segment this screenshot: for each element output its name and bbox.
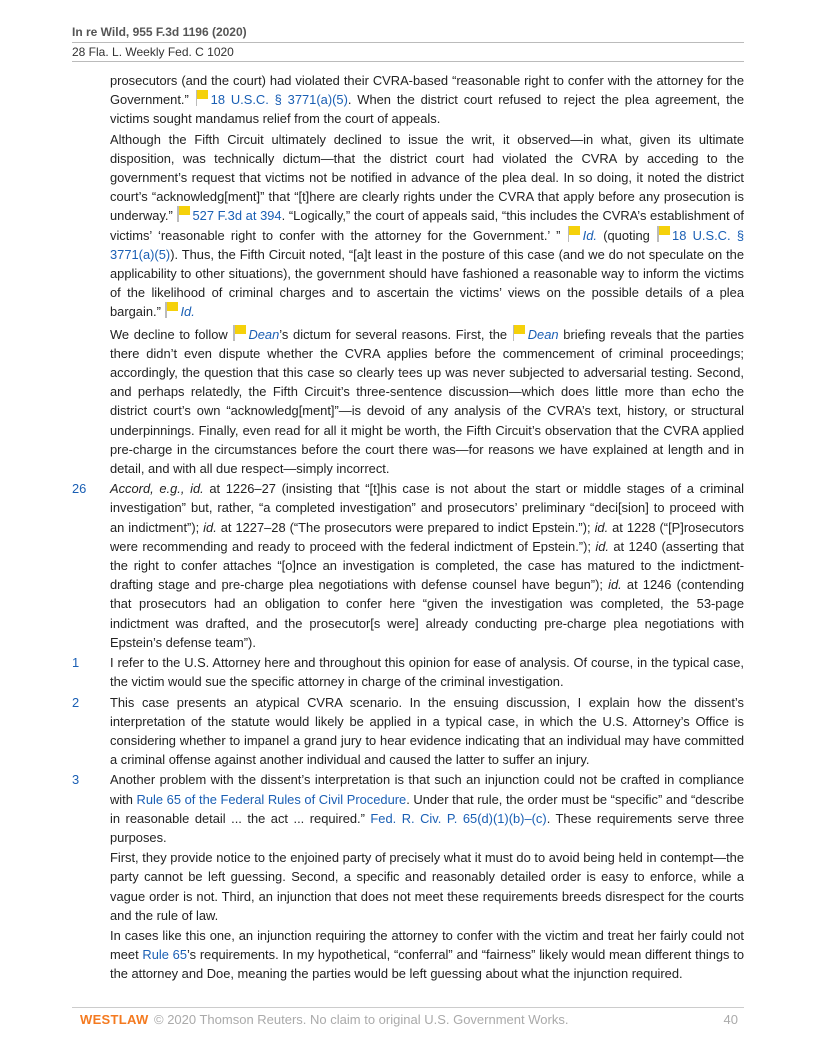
- header-divider: [72, 42, 744, 43]
- citation-link[interactable]: Dean: [527, 326, 559, 342]
- paragraph: We decline to follow Dean’s dictum for several reasons. First, the Dean briefing reveals that the parties there didn’t even dispute whether the CVRA applies before the commencement of criminal proceedings; accordingly, the question that this case so clearly tees up was never subjected to adversarial testing. Second, and perhaps relatedly, the Fifth Circuit’s three-sentence discussion—which does little more than echo the district court’s own “acknowledg[ment]”—is devoid of any analysis of the CVRA’s text, history, or structural underpinnings. Finally, even read for all it might be worth, the Fifth Circuit’s observation that the CVRA applied pre-charge in the circumstances before the court there was—for reasons we have explained at length and in detail, and with all due respect—simply incorrect.: [110, 326, 744, 477]
- citation-link[interactable]: Rule 65: [142, 947, 188, 963]
- page-number: 40: [723, 1012, 738, 1027]
- footnote-text: This case presents an atypical CVRA scenario. In the ensuing discussion, I explain how the dissent’s interpretation of the statute would likely be applied in a typical case, in which the U.S. Attorney’s Office is considering whether to impanel a grand jury to hear evidence indicating that an individual may have committed a criminal offense against another individual and caused the latter to suffer an injury.: [110, 694, 744, 768]
- paragraph: prosecutors (and the court) had violated their CVRA-based “reasonable right to confer with the attorney for the Government.” 18 U.S.C. § 3771(a)(5). When the district court refused to reject the plea agreement, the victims sought mandamus relief from the court of appeals.: [110, 73, 744, 127]
- footnote-text: First, they provide notice to the enjoined party of precisely what it must do to avoid being held in contempt—the party cannot be left guessing. Second, a specific and reasonably detailed order is easy to enforce, while a vague order is not. Third, an injunction that does not meet these requirements breeds disrespect for the courts and the rule of law.: [110, 850, 744, 923]
- citation-link[interactable]: 527 F.3d at 394: [192, 208, 282, 224]
- footnote-26: [72, 479, 745, 652]
- yellow-flag-icon[interactable]: [567, 226, 581, 242]
- yellow-flag-icon[interactable]: [512, 325, 526, 341]
- footnote-2: [72, 693, 744, 770]
- footnote-number-link[interactable]: 2: [72, 694, 80, 710]
- footnote-text: I refer to the U.S. Attorney here and throughout this opinion for ease of analysis. Of course, in the typical case, the victim would sue the specific attorney in charge of the criminal investigation.: [110, 655, 744, 690]
- yellow-flag-icon[interactable]: [164, 302, 178, 318]
- yellow-flag-icon[interactable]: [176, 206, 190, 222]
- citation-link[interactable]: Dean: [248, 326, 280, 342]
- footnote-number-link[interactable]: 26: [72, 481, 87, 497]
- document-title: In re Wild, 955 F.3d 1196 (2020): [72, 25, 247, 39]
- footnote-1: [72, 653, 744, 691]
- paragraph: Although the Fifth Circuit ultimately declined to issue the writ, it observed—in what, given its ultimate disposition, was technically dictum—that the district court had violated the CVRA by acceding to the government’s request that victims not be notified in advance of the plea deal. In so doing, it noted the district court’s “acknowledg[ment]” that “[t]here are clearly rights under the CVRA that apply before any prosecution is underway.” 527 F.3d at 394. “Logically,” the court of appeals said, “this includes the CVRA’s establishment of victims’ ‘reasonable right to confer with the attorney for the Government.’ ” Id. (quoting 18 U.S.C. § 3771(a)(5)). Thus, the Fifth Circuit noted, “[a]t least in the posture of this case (and we do not speculate on the applicability to other situations), the government should have fashioned a reasonable way to inform the victims of the likelihood of criminal charges and to ascertain the victims’ views on the possible details of a plea bargain.” Id.: [110, 131, 744, 320]
- footnote-3: [72, 770, 745, 983]
- citation-link[interactable]: Fed. R. Civ. P. 65(d)(1)(b)–(c): [370, 810, 547, 826]
- yellow-flag-icon[interactable]: [195, 90, 209, 106]
- citation-link[interactable]: 18 U.S.C. § 3771(a)(5): [110, 227, 744, 262]
- header-divider: [72, 61, 744, 62]
- footnote-text: Another problem with the dissent’s interpretation is that such an injunction could not be crafted in compliance with Rule 65 of the Federal Rules of Civil Procedure. Under that rule, the order must be “specific” and “describe in reasonable detail ... the act ... required.” Fed. R. Civ. P. 65(d)(1)(b)–(c). These requirements serve three purposes.: [110, 772, 745, 845]
- document-citation: 28 Fla. L. Weekly Fed. C 1020: [72, 45, 234, 59]
- citation-link[interactable]: Id.: [582, 227, 597, 243]
- citation-link[interactable]: Id.: [180, 304, 195, 320]
- copyright-notice: © 2020 Thomson Reuters. No claim to original U.S. Government Works.: [154, 1012, 569, 1027]
- yellow-flag-icon[interactable]: [656, 226, 670, 242]
- citation-link[interactable]: Rule 65 of the Federal Rules of Civil Procedure: [136, 791, 407, 807]
- citation-link[interactable]: 18 U.S.C. § 3771(a)(5): [210, 92, 348, 108]
- footnote-text: Accord, e.g., id. at 1226–27 (insisting that “[t]his case is not about the start or middle stages of a criminal investigation” but, rather, “a completed investigation” and prosecutors’ preliminary “deci[sion] to proceed with an indictment”); id. at 1227–28 (“The prosecutors were prepared to indict Epstein.”); id. at 1228 (“[P]rosecutors were recommending and ready to proceed with the federal indictment of Epstein.”); id. at 1240 (asserting that the right to confer attaches “[o]nce an investigation is completed, the case has matured to the indictment-drafting stage and pre-charge plea negotiations with defense counsel have begun”); id. at 1246 (contending that prosecutors had an obligation to confer here “given the investigation was completed, the 53-page indictment was drafted, and the prosecutor[s were] already conducting pre-charge plea negotiations with Epstein’s defense team”).: [110, 481, 745, 650]
- page-footer: [72, 1011, 744, 1029]
- yellow-flag-icon[interactable]: [232, 325, 246, 341]
- footnote-number-link[interactable]: 1: [72, 655, 80, 671]
- westlaw-logo: WESTLAW: [80, 1012, 149, 1027]
- footer-divider: [72, 1007, 744, 1008]
- document-body: [72, 71, 745, 985]
- footnote-number-link[interactable]: 3: [72, 772, 80, 788]
- footnote-text: In cases like this one, an injunction requiring the attorney to confer with the victim and treat her fairly could not meet Rule 65’s requirements. In my hypothetical, “conferral” and “fairness” likely would mean different things to the attorney and Doe, meaning the parties would be left guessing about what the injunction required.: [110, 927, 745, 982]
